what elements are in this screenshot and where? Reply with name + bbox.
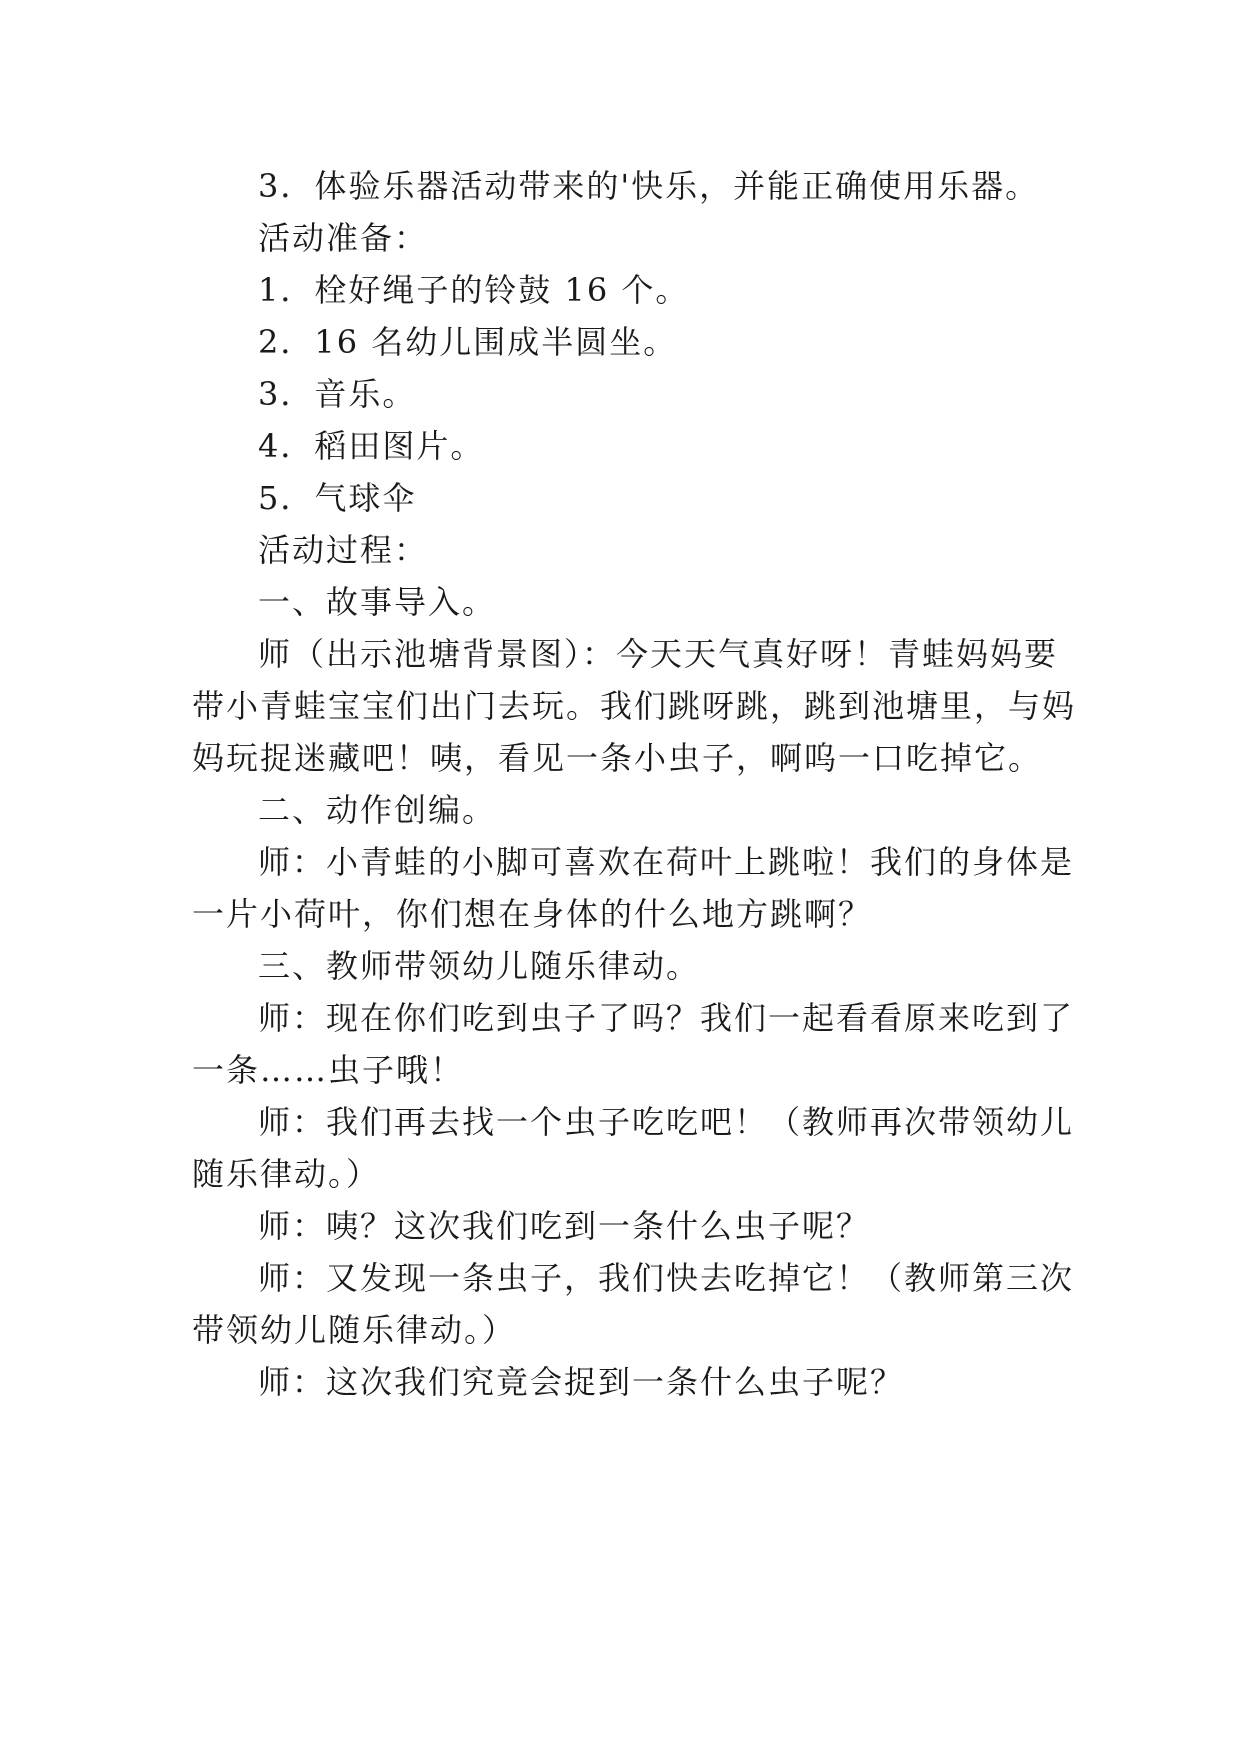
paragraph-line: 师：咦？这次我们吃到一条什么虫子呢？	[258, 1207, 871, 1245]
paragraph-line: 师：我们再去找一个虫子吃吃吧！（教师再次带领幼儿	[258, 1103, 1075, 1141]
paragraph-line: 一条……虫子哦！	[192, 1051, 465, 1089]
paragraph-line: 妈玩捉迷藏吧！咦，看见一条小虫子，啊呜一口吃掉它。	[192, 739, 1043, 777]
preparation-item-2: 2．16 名幼儿围成半圆坐。	[258, 323, 678, 361]
preparation-item-5: 5．气球伞	[258, 479, 417, 517]
preparation-item-4: 4．稻田图片。	[258, 427, 485, 465]
paragraph-line: 带领幼儿随乐律动。）	[192, 1311, 517, 1349]
section-heading-process: 活动过程：	[258, 531, 429, 569]
preparation-item-3: 3．音乐。	[258, 375, 417, 413]
step-heading-2: 二、动作创编。	[258, 791, 497, 829]
objective-3: 3．体验乐器活动带来的'快乐，并能正确使用乐器。	[258, 167, 1040, 205]
paragraph-line: 师：现在你们吃到虫子了吗？我们一起看看原来吃到了	[258, 999, 1075, 1037]
section-heading-preparation: 活动准备：	[258, 219, 429, 257]
paragraph-line: 带小青蛙宝宝们出门去玩。我们跳呀跳，跳到池塘里，与妈	[192, 687, 1077, 725]
paragraph-line: 师（出示池塘背景图）：今天天气真好呀！青蛙妈妈要	[258, 635, 1059, 673]
paragraph-line: 师：小青蛙的小脚可喜欢在荷叶上跳啦！我们的身体是	[258, 843, 1075, 881]
paragraph-line: 师：这次我们究竟会捉到一条什么虫子呢？	[258, 1363, 905, 1401]
paragraph-line: 随乐律动。）	[192, 1155, 381, 1193]
paragraph-line: 师：又发现一条虫子，我们快去吃掉它！（教师第三次	[258, 1259, 1075, 1297]
preparation-item-1: 1．栓好绳子的铃鼓 16 个。	[258, 271, 690, 309]
paragraph-line: 一片小荷叶，你们想在身体的什么地方跳啊？	[192, 895, 873, 933]
step-heading-1: 一、故事导入。	[258, 583, 497, 621]
step-heading-3: 三、教师带领幼儿随乐律动。	[258, 947, 701, 985]
